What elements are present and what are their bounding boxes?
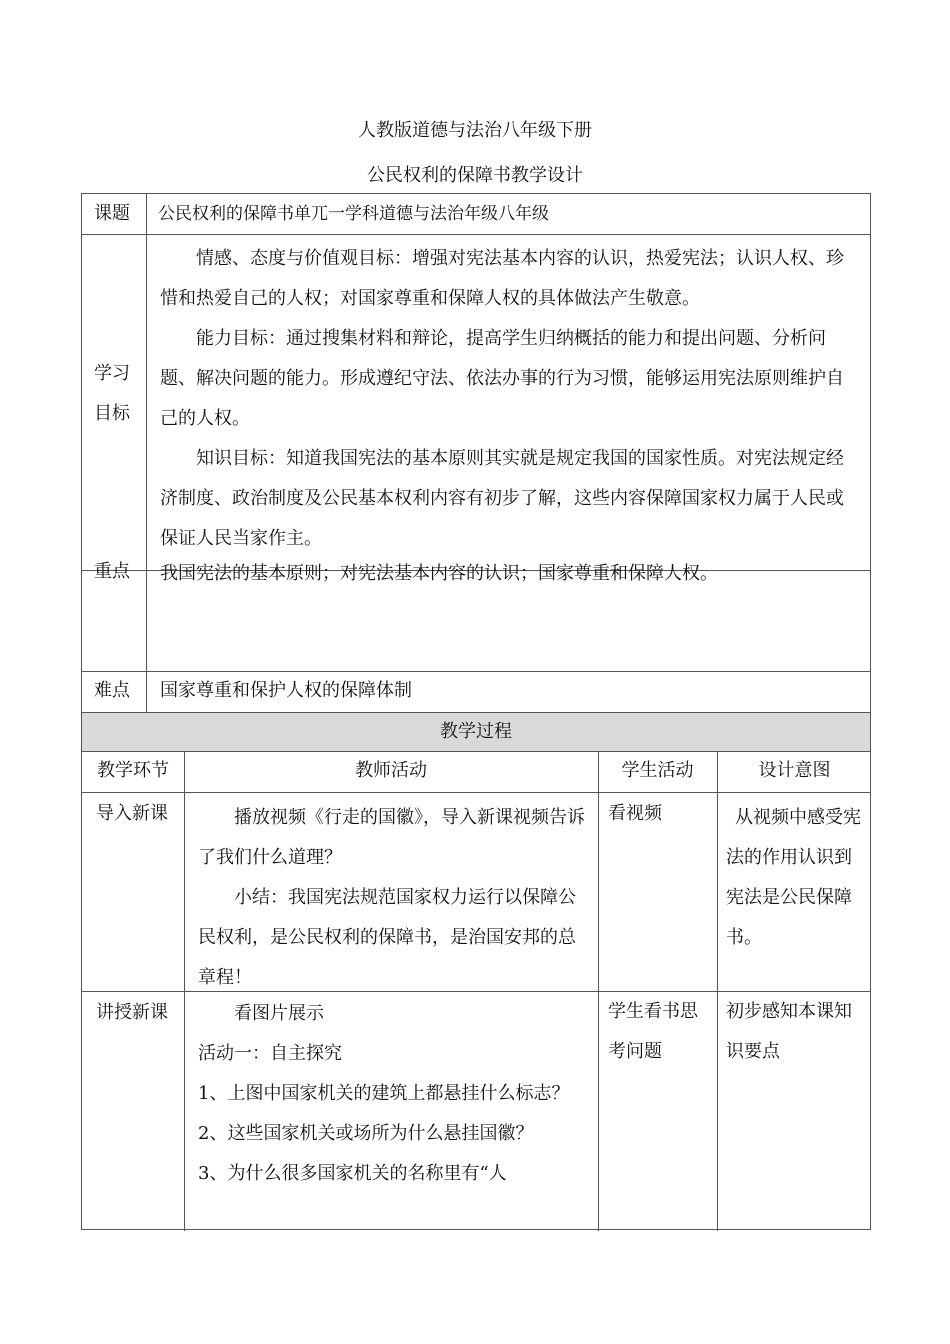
header-teacher: 教师活动 <box>355 760 427 781</box>
topic-label: 课题 <box>94 203 130 224</box>
goals-label-2: 目标 <box>94 403 130 424</box>
difficulty-label: 难点 <box>94 680 130 701</box>
teacher-intro-summary: 小结：我国宪法规范国家权力运行以保障公民权利，是公民权利的保障书，是治国安邦的总章程！ <box>198 887 576 988</box>
key-value: 我国宪法的基本原则；对宪法基本内容的认识；国家尊重和保障人权。 <box>160 563 718 584</box>
doc-title-line2: 公民权利的保障书教学设计 <box>367 165 583 186</box>
lesson-plan-table <box>81 193 871 1230</box>
student-activity-intro: 看视频 <box>608 803 662 824</box>
difficulty-value: 国家尊重和保护人权的保障体制 <box>160 680 412 701</box>
goal-ability: 能力目标：通过搜集材料和辩论，提高学生归纳概括的能力和提出问题、分析问题、解决问题的能力。形成遵纪守法、依法办事的行为习惯，能够运用宪法原则维护自己的人权。 <box>160 328 844 429</box>
stage-intro: 导入新课 <box>96 803 168 824</box>
stage-new-lesson: 讲授新课 <box>96 1002 168 1023</box>
topic-value: 公民权利的保障书单兀一学科道德与法治年级八年级 <box>158 204 549 224</box>
goals-content <box>160 239 854 559</box>
teacher-new-line: 活动一：自主探究 <box>198 1043 342 1064</box>
doc-title-line1: 人教版道德与法治八年级下册 <box>358 120 592 141</box>
column-divider <box>184 751 185 1231</box>
teacher-new-first: 看图片展示 <box>234 1003 324 1024</box>
header-student: 学生活动 <box>621 760 694 781</box>
teacher-intro-para: 播放视频《行走的国徽》，导入新课视频告诉了我们什么道理？ <box>198 807 585 868</box>
row-divider <box>82 792 870 793</box>
teacher-activity-new <box>198 994 588 1194</box>
intent-intro: 从视频中感受宪法的作用认识到宪法是公民保障书。 <box>726 807 861 948</box>
intent-new: 初步感知本课知识要点 <box>726 1001 852 1062</box>
column-divider <box>598 751 599 1231</box>
header-intent: 设计意图 <box>758 760 831 781</box>
teacher-activity-intro <box>198 798 588 998</box>
teacher-new-line: 3、为什么很多国家机关的名称里有“人 <box>198 1163 507 1184</box>
row-divider <box>82 234 870 235</box>
column-divider <box>146 194 147 712</box>
student-activity-new: 学生看书思考问题 <box>608 1001 698 1062</box>
goal-knowledge: 知识目标：知道我国宪法的基本原则其实就是规定我国的国家性质。对宪法规定经济制度、政治制度及公民基本权利内容有初步了解，这些内容保障国家权力属于人民或保证人民当家作主。 <box>160 448 844 549</box>
process-section-title: 教学过程 <box>440 721 512 742</box>
key-label: 重点 <box>94 561 130 582</box>
header-stage: 教学环节 <box>97 760 169 781</box>
goal-emotion: 情感、态度与价值观目标：增强对宪法基本内容的认识，热爱宪法；认识人权、珍惜和热爱自己的人权；对国家尊重和保障人权的具体做法产生敬意。 <box>160 248 844 309</box>
goals-label-1: 学习 <box>94 363 130 384</box>
teacher-new-line: 2、这些国家机关或场所为什么悬挂国徽？ <box>198 1123 534 1144</box>
teacher-new-line: 1、上图中国家机关的建筑上都悬挂什么标志？ <box>198 1083 570 1104</box>
column-divider <box>717 751 718 1231</box>
